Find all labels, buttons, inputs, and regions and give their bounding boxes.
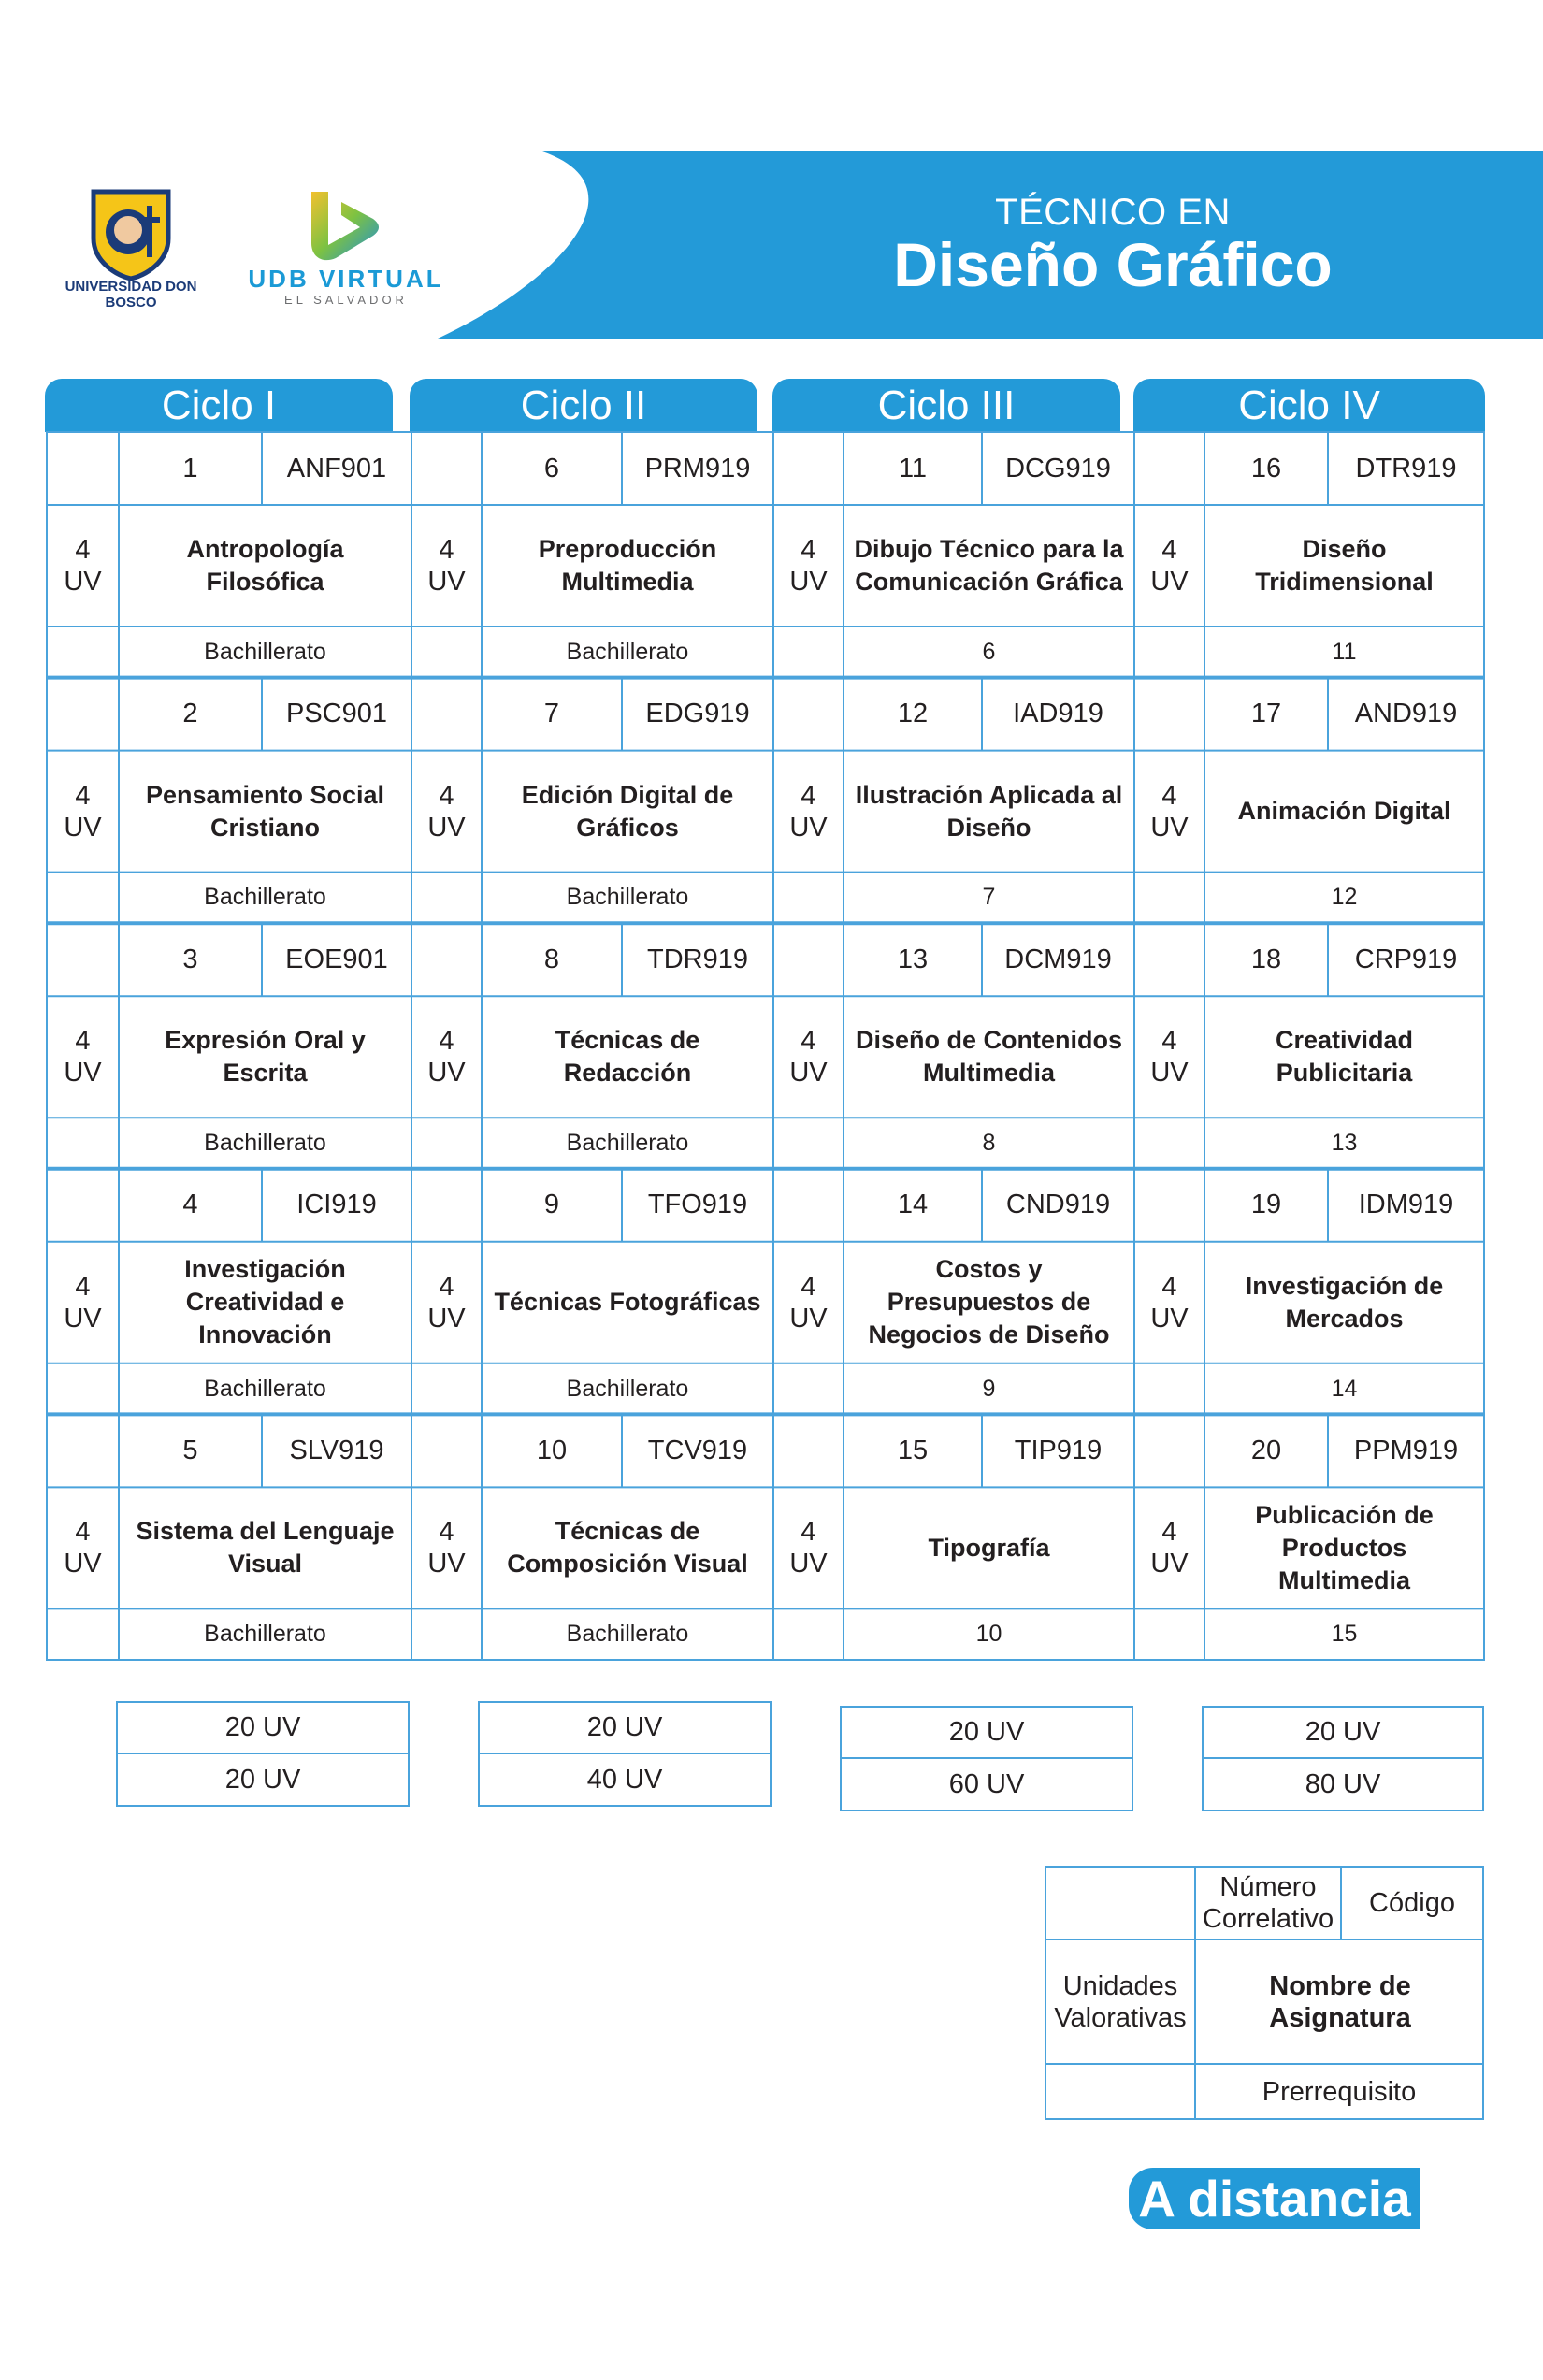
subject-name: Animación Digital xyxy=(1237,797,1451,826)
subject-uv-unit: UV xyxy=(427,1303,466,1334)
subject-uv xyxy=(773,996,844,1118)
subject-prereq: 7 xyxy=(982,884,996,911)
subject-uv-unit: UV xyxy=(64,1303,102,1334)
subject-name: Preproducción Multimedia xyxy=(538,535,717,596)
subject-code: PSC901 xyxy=(285,699,387,729)
virtual-logo-subtext: EL SALVADOR xyxy=(284,293,408,307)
subject-uv-value: 4 xyxy=(75,1517,91,1548)
cycle-header: Ciclo II xyxy=(410,379,757,432)
subject-code: PRM919 xyxy=(644,453,751,483)
subject-uv-value: 4 xyxy=(1161,535,1177,565)
cycle-uv: 20 UV xyxy=(224,1712,301,1742)
subject-uv xyxy=(411,751,482,873)
subject-prereq: Bachillerato xyxy=(566,638,689,665)
subject-uv xyxy=(411,1487,482,1608)
subject-name: Técnicas de Composición Visual xyxy=(507,1517,748,1579)
subject-uv-unit: UV xyxy=(1150,1303,1189,1334)
subject-uv-value: 4 xyxy=(800,1026,816,1057)
subject-number: 10 xyxy=(536,1435,568,1465)
cycle-uv: 20 UV xyxy=(1305,1717,1381,1747)
subject-prereq: Bachillerato xyxy=(204,638,326,665)
subject-number: 7 xyxy=(543,699,560,729)
cycle-header: Ciclo I xyxy=(45,379,393,432)
subject-number: 8 xyxy=(543,944,560,974)
subject-uv xyxy=(1134,1242,1204,1363)
subject-number: 9 xyxy=(543,1190,560,1220)
subject-uv xyxy=(1134,751,1204,873)
legend-number-label: Número Correlativo xyxy=(1202,1872,1334,1934)
subject-uv-value: 4 xyxy=(1161,1517,1177,1548)
subject-uv xyxy=(47,505,119,627)
subject-uv-value: 4 xyxy=(75,535,91,565)
university-logo-text: UNIVERSIDAD DON BOSCO xyxy=(65,279,197,310)
subject-uv-unit: UV xyxy=(789,1058,828,1089)
subject-name: Investigación Creatividad e Innovación xyxy=(184,1255,346,1349)
subject-name: Investigación de Mercados xyxy=(1245,1271,1444,1333)
subject-prereq: 6 xyxy=(982,638,996,665)
subject-code: TDR919 xyxy=(647,944,748,974)
subject-code: ANF901 xyxy=(286,453,387,483)
legend-code-label: Código xyxy=(1369,1888,1455,1918)
subject-name: Costos y Presupuestos de Negocios de Diseño xyxy=(868,1255,1110,1349)
subject-uv xyxy=(773,1487,844,1608)
subject-number: 12 xyxy=(897,699,929,729)
subject-uv xyxy=(411,505,482,627)
subject-prereq: 10 xyxy=(975,1621,1002,1648)
subject-uv-unit: UV xyxy=(427,812,466,843)
subject-uv xyxy=(1134,1487,1204,1608)
subject-uv-unit: UV xyxy=(1150,1058,1189,1089)
subject-uv-unit: UV xyxy=(64,1549,102,1579)
subject-uv xyxy=(411,1242,482,1363)
subject-uv xyxy=(1134,996,1204,1118)
subject-name: Expresión Oral y Escrita xyxy=(165,1026,366,1088)
subject-uv-unit: UV xyxy=(1150,1549,1189,1579)
subject-name: Dibujo Técnico para la Comunicación Gráfica xyxy=(854,535,1124,596)
subject-code: DTR919 xyxy=(1355,453,1457,483)
subject-prereq: 13 xyxy=(1331,1129,1358,1156)
subject-code: TCV919 xyxy=(647,1435,748,1465)
subject-uv xyxy=(411,996,482,1118)
subject-uv-unit: UV xyxy=(64,567,102,597)
subject-code: SLV919 xyxy=(289,1435,384,1465)
subject-number: 11 xyxy=(898,453,928,483)
subject-prereq: 14 xyxy=(1331,1375,1358,1402)
subject-uv-unit: UV xyxy=(1150,567,1189,597)
subject-uv-value: 4 xyxy=(75,1026,91,1057)
subject-code: AND919 xyxy=(1354,699,1458,729)
cumulative-uv: 60 UV xyxy=(948,1768,1025,1799)
cumulative-uv: 40 UV xyxy=(586,1764,663,1795)
subject-uv-value: 4 xyxy=(800,535,816,565)
subject-number: 20 xyxy=(1250,1435,1282,1465)
subject-uv-value: 4 xyxy=(439,780,454,811)
subject-code: CND919 xyxy=(1005,1190,1111,1220)
subject-number: 2 xyxy=(182,699,198,729)
subject-uv-unit: UV xyxy=(64,1058,102,1089)
subject-prereq: 15 xyxy=(1331,1621,1358,1648)
subject-number: 15 xyxy=(897,1435,929,1465)
subject-uv-unit: UV xyxy=(789,1303,828,1334)
subject-number: 6 xyxy=(543,453,560,483)
subject-name: Técnicas de Redacción xyxy=(555,1026,700,1088)
subject-code: DCG919 xyxy=(1005,453,1111,483)
subject-name: Diseño de Contenidos Multimedia xyxy=(855,1026,1123,1088)
cumulative-uv: 80 UV xyxy=(1305,1768,1381,1799)
subject-name: Antropología Filosófica xyxy=(186,535,344,596)
subject-uv-value: 4 xyxy=(800,1271,816,1302)
cumulative-uv: 20 UV xyxy=(224,1764,301,1795)
subject-code: IDM919 xyxy=(1358,1190,1454,1220)
subject-name: Edición Digital de Gráficos xyxy=(521,780,734,842)
subject-name: Publicación de Productos Multimedia xyxy=(1255,1500,1434,1594)
subject-number: 4 xyxy=(182,1190,198,1220)
subject-uv-unit: UV xyxy=(789,567,828,597)
subject-uv-value: 4 xyxy=(439,1271,454,1302)
subject-name: Tipografía xyxy=(928,1533,1050,1562)
subject-code: DCM919 xyxy=(1004,944,1112,974)
subject-prereq: Bachillerato xyxy=(204,884,326,911)
subject-code: ICI919 xyxy=(296,1190,377,1220)
virtual-logo-text: UDB VIRTUAL xyxy=(248,265,444,293)
subject-uv xyxy=(47,1487,119,1608)
subject-prereq: 11 xyxy=(1332,638,1357,665)
subject-code: IAD919 xyxy=(1013,699,1103,729)
subject-uv xyxy=(773,505,844,627)
subject-uv xyxy=(1134,505,1204,627)
subject-uv-value: 4 xyxy=(1161,780,1177,811)
subject-prereq: Bachillerato xyxy=(566,1621,689,1648)
subject-uv-value: 4 xyxy=(439,1026,454,1057)
subject-prereq: 8 xyxy=(982,1129,996,1156)
subject-uv-value: 4 xyxy=(439,535,454,565)
subject-number: 14 xyxy=(897,1190,929,1220)
subject-prereq: Bachillerato xyxy=(204,1129,326,1156)
subject-number: 16 xyxy=(1250,453,1282,483)
subject-prereq: Bachillerato xyxy=(566,1129,689,1156)
subject-number: 1 xyxy=(182,453,198,483)
subject-uv-value: 4 xyxy=(1161,1026,1177,1057)
subject-number: 17 xyxy=(1250,699,1282,729)
subject-code: EDG919 xyxy=(645,699,750,729)
subject-uv xyxy=(773,751,844,873)
subject-number: 3 xyxy=(182,944,198,974)
cycle-uv: 20 UV xyxy=(948,1717,1025,1747)
subject-name: Técnicas Fotográficas xyxy=(494,1288,761,1317)
subject-uv-value: 4 xyxy=(75,780,91,811)
modality-badge: A distancia xyxy=(1129,2168,1420,2229)
subject-uv-unit: UV xyxy=(1150,812,1189,843)
subject-uv xyxy=(47,1242,119,1363)
subject-uv-value: 4 xyxy=(1161,1271,1177,1302)
legend-uv-label: Unidades Valorativas xyxy=(1054,1970,1187,2033)
subject-number: 5 xyxy=(182,1435,198,1465)
subject-name: Pensamiento Social Cristiano xyxy=(145,780,385,842)
subject-uv xyxy=(47,996,119,1118)
subject-uv-unit: UV xyxy=(64,812,102,843)
subject-uv-value: 4 xyxy=(800,1517,816,1548)
subject-code: TFO919 xyxy=(647,1190,748,1220)
subject-prereq: 12 xyxy=(1331,884,1358,911)
subject-code: CRP919 xyxy=(1354,944,1458,974)
legend-prereq-label: Prerrequisito xyxy=(1262,2076,1417,2107)
subject-number: 19 xyxy=(1250,1190,1282,1220)
subject-prereq: Bachillerato xyxy=(566,884,689,911)
cycle-header: Ciclo III xyxy=(772,379,1120,432)
subject-uv-unit: UV xyxy=(427,567,466,597)
subject-name: Ilustración Aplicada al Diseño xyxy=(855,780,1123,842)
subject-name: Sistema del Lenguaje Visual xyxy=(136,1517,395,1579)
cycle-uv: 20 UV xyxy=(586,1712,663,1742)
subject-number: 18 xyxy=(1250,944,1282,974)
subject-uv-unit: UV xyxy=(789,812,828,843)
subject-prereq: Bachillerato xyxy=(204,1621,326,1648)
subject-number: 13 xyxy=(897,944,929,974)
subject-prereq: Bachillerato xyxy=(204,1375,326,1402)
cycle-header: Ciclo IV xyxy=(1133,379,1485,432)
subject-name: Diseño Tridimensional xyxy=(1255,535,1434,596)
subject-uv-value: 4 xyxy=(800,780,816,811)
subject-uv-value: 4 xyxy=(439,1517,454,1548)
subject-uv-unit: UV xyxy=(427,1058,466,1089)
subject-code: TIP919 xyxy=(1014,1435,1103,1465)
subject-uv xyxy=(47,751,119,873)
subject-prereq: Bachillerato xyxy=(566,1375,689,1402)
subject-uv-unit: UV xyxy=(427,1549,466,1579)
legend-name-label: Nombre de Asignatura xyxy=(1269,1970,1411,2033)
subject-code: EOE901 xyxy=(285,944,388,974)
subject-name: Creatividad Publicitaria xyxy=(1275,1026,1414,1088)
subject-uv-value: 4 xyxy=(75,1271,91,1302)
subject-prereq: 9 xyxy=(982,1375,996,1402)
subject-code: PPM919 xyxy=(1353,1435,1459,1465)
subject-uv xyxy=(773,1242,844,1363)
subject-uv-unit: UV xyxy=(789,1549,828,1579)
program-title: Diseño Gráfico xyxy=(893,230,1333,299)
program-subtitle: TÉCNICO EN xyxy=(995,192,1231,233)
